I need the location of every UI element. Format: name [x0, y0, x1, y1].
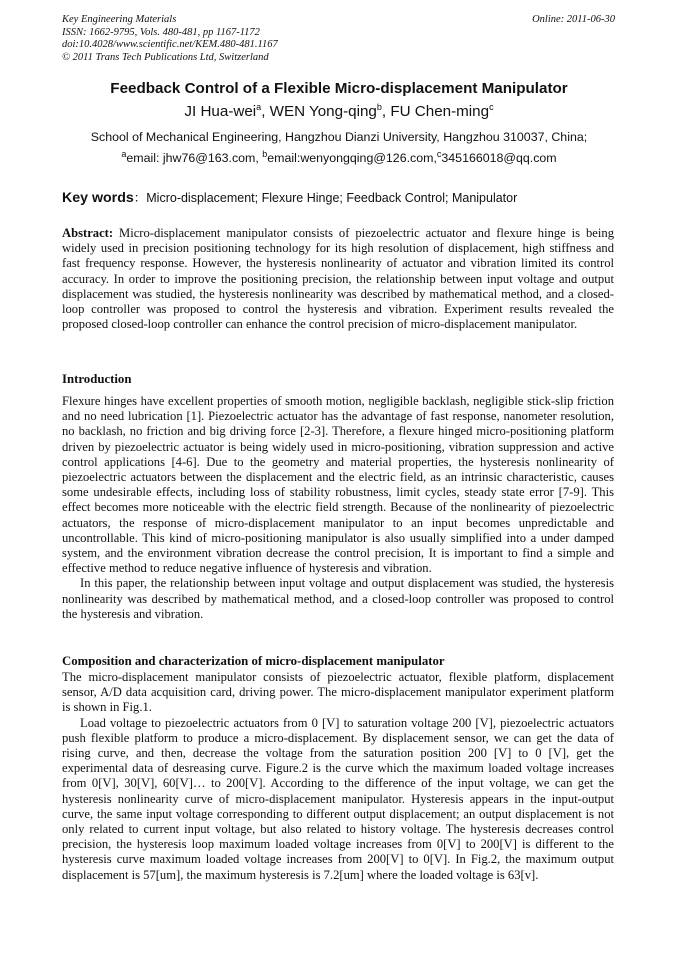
composition-paragraph-2: Load voltage to piezoelectric actuators from 0 [V] to saturation voltage 200 [V], piezoelectric actuators push flexible platform to produce a micro-displacement. By displacement sensor, we can get the data of rising curve, and then, decrease the voltage from the saturation position 200 [V] to 0 [V], get the experimental data of desreasing curve. Figure.2 is the curve which the maximum loaded voltage increases from 0[V], 30[V], 60[V]… to 200[V]. According to the difference of the input voltage, we can get the hysteresis nonlinearity curve of micro-displacement manipulator. Hysteresis appears in the input-output curve, the same input voltage corresponding to different output displacement; an output displacement is not only related to current input voltage, but also related to history voltage. The hysteresis decreases control precision, the hysteresis loop maximum loaded voltage increases from 0[V] to 200[V] is different to the hysteresis curve maximum loaded voltage increases from 200[V] to 0[V]. In Fig.2, the maximum output displacement is 57[um], the maximum hysteresis is 7.2[um] where the loaded voltage is 63[v]. [62, 715, 614, 882]
running-header [62, 14, 278, 64]
keywords-label: Key words [62, 190, 134, 206]
paper-title: Feedback Control of a Flexible Micro-displacement Manipulator [110, 80, 568, 97]
author-2: , WEN Yong-qing [261, 103, 377, 120]
intro-paragraph-1: Flexure hinges have excellent properties of smooth motion, negligible backlash, negligible stick-slip friction and no need lubrication [1]. Piezoelectric actuator has the advantage of fast response, nanometer resolution, no backlash, no friction and big driving force [2-3]. Therefore, a flexure hinged micro-positioning platform driven by piezoelectric actuator is being widely used in micro-positioning, vibration suppression and active control applications [4-6]. Due to the geometry and material properties, the hysteresis nonlinearity of piezoelectric actuators between the displacement and the electric field, as an intrinsic characteristic, causes some undesirable effects, including loss of stability robustness, limit cycles, steady state error [7-9]. This effect becomes more noticeable with the electric field strength. Because of the nonlinearity of piezoelectric actuators, the response of micro-displacement manipulator to an input becomes unpredictable and uncontrollable. This kind of micro-positioning manipulator is also usually simplified into a under damped system, and the environment vibration decrease the control precision, It is important to find a simple and effective method to reduce negative influence of hysteresis and vibration. [62, 394, 614, 576]
doi-line: doi:10.4028/www.scientific.net/KEM.480-481.1167 [62, 39, 278, 50]
issn-line: ISSN: 1662-9795, Vols. 480-481, pp 1167-1172 [62, 26, 260, 38]
composition-body [62, 670, 614, 883]
intro-heading: Introduction [62, 372, 132, 386]
intro-paragraph-2: In this paper, the relationship between input voltage and output displacement was studied, the hysteresis nonlinearity was described by mathematical method, and a closed-loop controller was proposed to control the hysteresis and vibration. [62, 576, 614, 621]
abstract-text: Micro-displacement manipulator consists of piezoelectric actuator and flexure hinge is being widely used in precision positioning technology for its high resolution of displacement, high stiffness and fast frequency response. However, the hysteresis nonlinearity of actuator and vibration limited its control accuracy. In order to improve the positioning precision, the relationship between input voltage and output displacement was studied, the hysteresis nonlinearity was described by mathematical method, and a closed-loop controller was proposed to control the hysteresis and vibration. Experiment results revealed the proposed closed-loop controller can enhance the control precision of micro-displacement manipulator. [62, 226, 614, 332]
abstract [62, 226, 614, 332]
affiliation: School of Mechanical Engineering, Hangzhou Dianzi University, Hangzhou 310037, China; [90, 130, 588, 144]
intro-body [62, 394, 614, 622]
author-line: JI Hua-wei$^a$, WEN Yong-qing$^b$, FU Chen-ming$^c$ [184, 101, 494, 120]
keywords: Key words：Micro-displacement; Flexure Hinge; Feedback Control; Manipulator [62, 190, 518, 206]
keywords-text: Micro-displacement; Flexure Hinge; Feedback Control; Manipulator [146, 191, 518, 205]
abstract-label: Abstract: [62, 226, 114, 240]
composition-paragraph-1: The micro-displacement manipulator consists of piezoelectric actuator, flexible platform, displacement sensor, A/D data acquisition card, driving power. The micro-displacement manipulator experiment platform is shown in Fig.1. [62, 670, 614, 715]
copyright-line: © 2011 Trans Tech Publications Ltd, Switzerland [62, 51, 269, 63]
email-line: $^a$email: jhw76@163.com, $^b$email:wenyongqing@126.com,$^c$345166018@qq.com [121, 148, 557, 165]
author-1: JI Hua-wei [184, 103, 257, 120]
author-3: , FU Chen-ming [381, 103, 490, 120]
online-date: Online: 2011-06-30 [532, 14, 615, 25]
journal-name: Key Engineering Materials [62, 14, 177, 25]
composition-heading: Composition and characterization of micro-displacement manipulator [62, 654, 445, 668]
